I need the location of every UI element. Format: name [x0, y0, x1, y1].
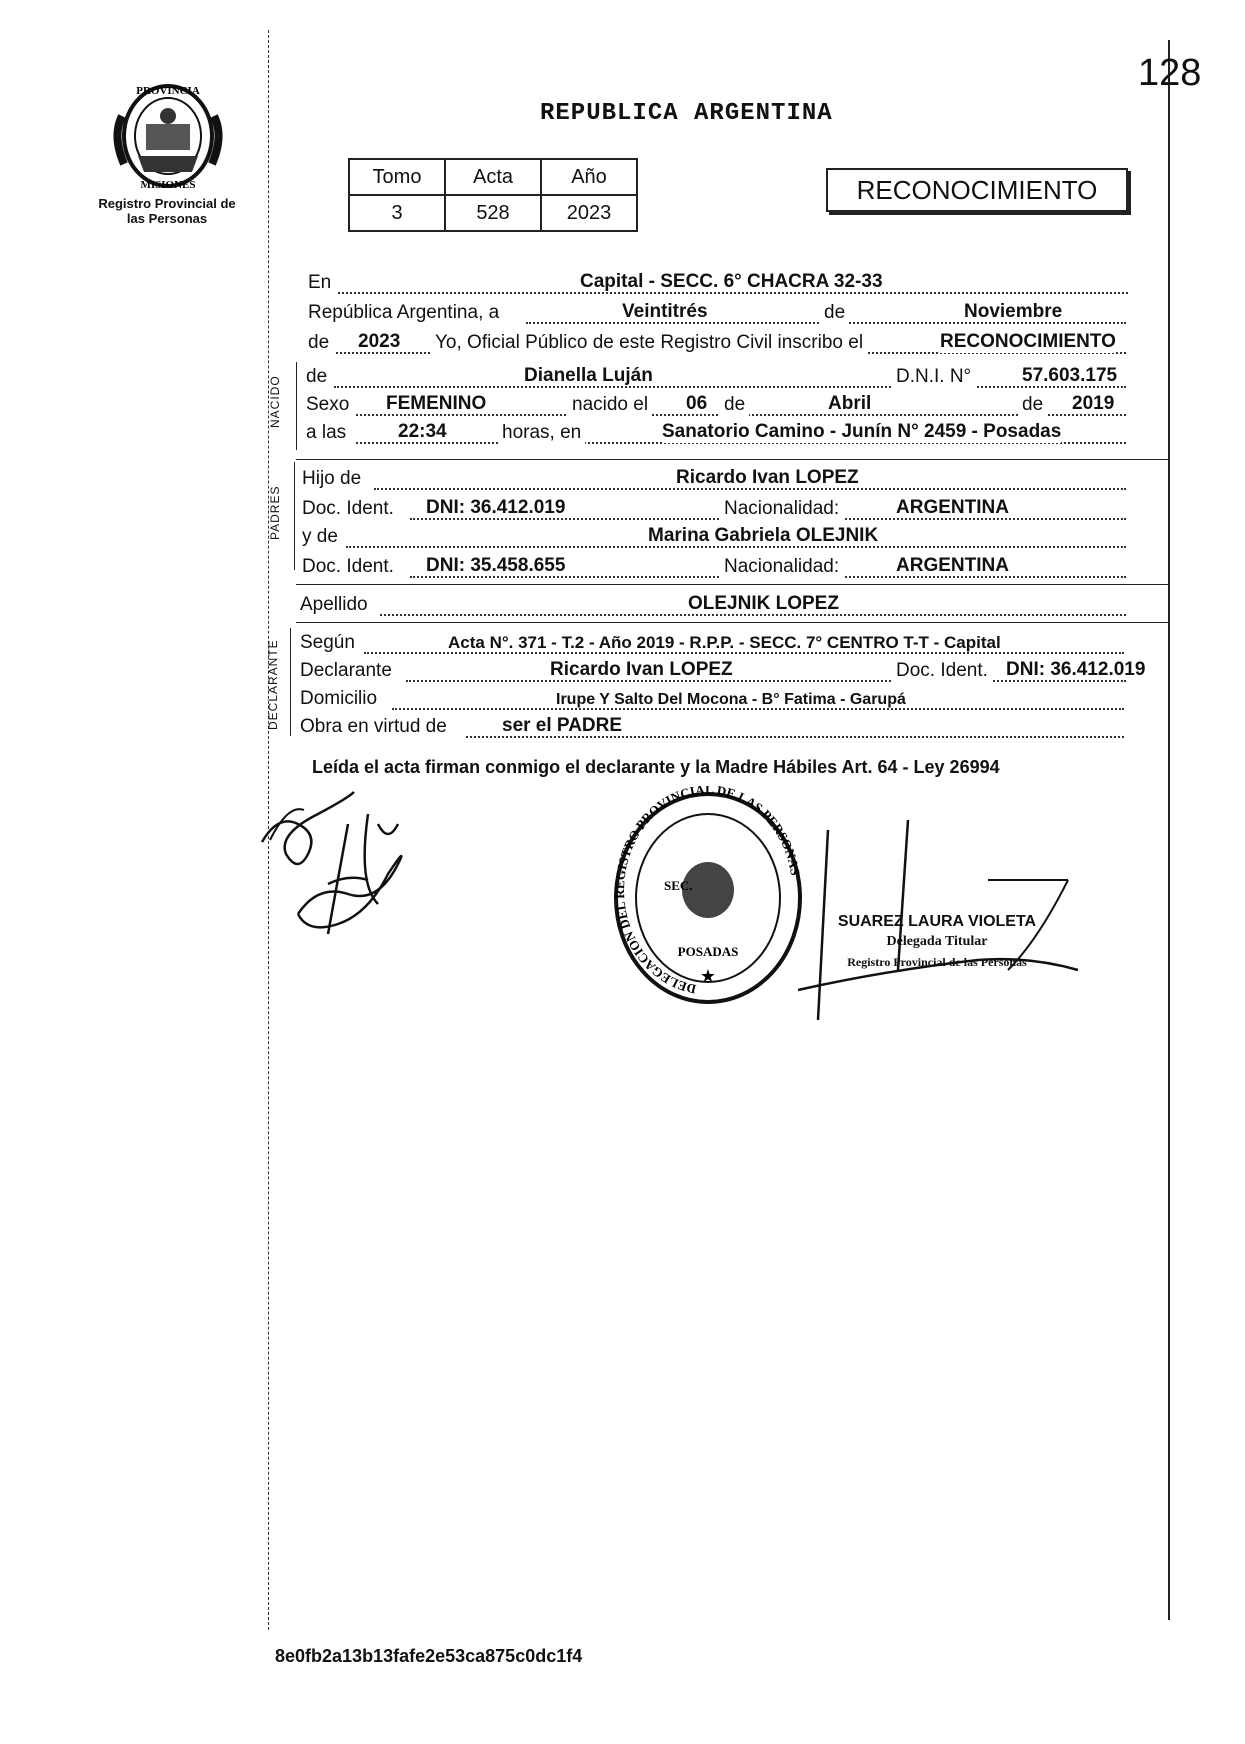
declarante-value: Ricardo Ivan LOPEZ: [550, 659, 733, 680]
y-de-label: y de: [302, 526, 338, 547]
signature-declarante-icon: [258, 784, 438, 954]
apellido-top-rule: [296, 584, 1168, 585]
day-value: Veintitrés: [622, 301, 708, 322]
de-label-3: de: [1018, 394, 1047, 416]
horas-label: horas, en: [498, 422, 585, 444]
right-margin-line: [1168, 40, 1170, 1620]
closing-statement: Leída el acta firman conmigo el declarante y la Madre Hábiles Art. 64 - Ley 26994: [312, 757, 1000, 777]
declarante-bracket: [290, 628, 291, 736]
row-segun: [300, 628, 1168, 658]
table-header-ano: Año: [541, 159, 637, 195]
child-name: Dianella Luján: [524, 365, 653, 386]
de-label: de: [820, 302, 849, 324]
declarante-doc-label: Doc. Ident.: [892, 660, 992, 682]
side-label-declarante: DECLARANTE: [266, 639, 280, 730]
stamp-star-icon: ★: [699, 966, 717, 986]
provincial-seal-icon: [108, 76, 228, 194]
row-father-doc: [302, 494, 1168, 524]
row-nacido-nombre: [306, 362, 1168, 392]
page-title: REPUBLICA ARGENTINA: [540, 100, 833, 127]
father-name: Ricardo Ivan LOPEZ: [676, 467, 859, 488]
act-type-box: RECONOCIMIENTO: [826, 168, 1128, 212]
mother-doc: DNI: 35.458.655: [426, 555, 566, 576]
doc-ident-label-2: Doc. Ident.: [302, 556, 394, 577]
row-fecha: [308, 298, 1168, 328]
sexo-label: Sexo: [306, 394, 350, 415]
nacionalidad-label-2: Nacionalidad:: [720, 556, 843, 578]
table-cell-acta: 528: [445, 195, 541, 231]
father-doc: DNI: 36.412.019: [426, 497, 566, 518]
table-header-tomo: Tomo: [349, 159, 445, 195]
birth-year: 2019: [1072, 393, 1115, 414]
document-hash: 8e0fb2a13b13fafe2e53ca875c0dc1f4: [275, 1646, 583, 1666]
year-value: 2023: [358, 331, 401, 352]
year-label: de: [308, 332, 330, 353]
row-en: [308, 268, 1168, 298]
table-cell-ano: 2023: [541, 195, 637, 231]
row-nacido-sexo: [306, 390, 1168, 420]
segun-value: Acta N°. 371 - T.2 - Año 2019 - R.P.P. - SECC. 7° CENTRO T-T - Capital: [448, 633, 1001, 652]
row-inscribo: [308, 328, 1168, 358]
stamp-city-text: POSADAS: [677, 944, 739, 959]
oficial-text: Yo, Oficial Público de este Registro Civil inscribo el: [432, 332, 866, 354]
dni-label: D.N.I. N°: [892, 366, 975, 388]
page-number: 128: [1138, 52, 1202, 94]
apellido-value: OLEJNIK LOPEZ: [688, 593, 839, 614]
padres-top-rule: [296, 459, 1168, 460]
domicilio-value: Irupe Y Salto Del Mocona - B° Fatima - Garupá: [556, 691, 906, 708]
row-mother-doc: [302, 552, 1168, 582]
seal-top-text: PROVINCIA: [136, 85, 200, 97]
registry-label: Registro Provincial de las Personas: [98, 196, 236, 226]
row-nacido-hora: [306, 418, 1168, 448]
hour-value: 22:34: [398, 421, 447, 442]
a-las-label: a las: [306, 422, 347, 443]
inscribo-value: RECONOCIMIENTO: [940, 331, 1116, 352]
mother-name: Marina Gabriela OLEJNIK: [648, 525, 879, 546]
dotted-line: [334, 386, 1126, 388]
row-hijo-de: [302, 464, 1168, 494]
row-apellido: [300, 590, 1168, 620]
en-label: En: [308, 272, 332, 293]
table-row: [349, 195, 637, 231]
row-obra: [300, 712, 1168, 742]
month-value: Noviembre: [964, 301, 1063, 322]
segun-label: Según: [300, 632, 355, 653]
hijo-de-label: Hijo de: [302, 468, 362, 489]
delegation-stamp-icon: [608, 786, 808, 1010]
obra-label: Obra en virtud de: [300, 716, 447, 737]
doc-ident-label: Doc. Ident.: [302, 498, 394, 519]
apellido-label: Apellido: [300, 594, 368, 615]
official-office: Registro Provincial de las Personas: [847, 955, 1027, 969]
child-dni: 57.603.175: [1022, 365, 1118, 386]
birth-month: Abril: [828, 393, 872, 414]
apellido-bottom-rule: [296, 622, 1168, 623]
nacido-el-label: nacido el: [568, 394, 652, 416]
side-label-padres: PADRES: [268, 485, 282, 540]
declarante-label: Declarante: [300, 660, 392, 681]
padres-bracket: [294, 462, 295, 570]
republica-label: República Argentina, a: [308, 302, 500, 323]
official-name: SUAREZ LAURA VIOLETA: [837, 913, 1037, 930]
row-domicilio: [300, 684, 1168, 714]
official-role: Delegada Titular: [886, 934, 988, 949]
stamp-ring-text: DELEGACION DEL REGISTRO PROVINCIAL DE LAS PERSONAS: [611, 786, 804, 997]
table-header-row: [349, 159, 637, 195]
domicilio-label: Domicilio: [300, 688, 378, 709]
table-header-acta: Acta: [445, 159, 541, 195]
side-label-nacido: NACIDO: [268, 375, 282, 428]
official-stamp: [812, 912, 1062, 972]
de-label-2: de: [720, 394, 749, 416]
table-cell-tomo: 3: [349, 195, 445, 231]
seal-bottom-text: MISIONES: [140, 179, 196, 191]
nacido-de-label: de: [306, 366, 328, 387]
birth-place: Sanatorio Camino - Junín N° 2459 - Posadas: [662, 421, 1062, 442]
obra-value: ser el PADRE: [502, 715, 623, 736]
row-declarante: [300, 656, 1168, 686]
declarante-doc-value: DNI: 36.412.019: [1006, 659, 1146, 680]
en-value: Capital - SECC. 6° CHACRA 32-33: [580, 271, 883, 292]
nacido-bracket: [296, 362, 297, 450]
tomo-acta-table: [348, 158, 638, 232]
mother-nacionalidad: ARGENTINA: [896, 555, 1009, 576]
nacionalidad-label: Nacionalidad:: [720, 498, 843, 520]
row-y-de: [302, 522, 1168, 552]
birth-day: 06: [686, 393, 708, 414]
father-nacionalidad: ARGENTINA: [896, 497, 1009, 518]
sexo-value: FEMENINO: [386, 393, 487, 414]
stamp-sec-text: SEC.: [664, 878, 693, 893]
